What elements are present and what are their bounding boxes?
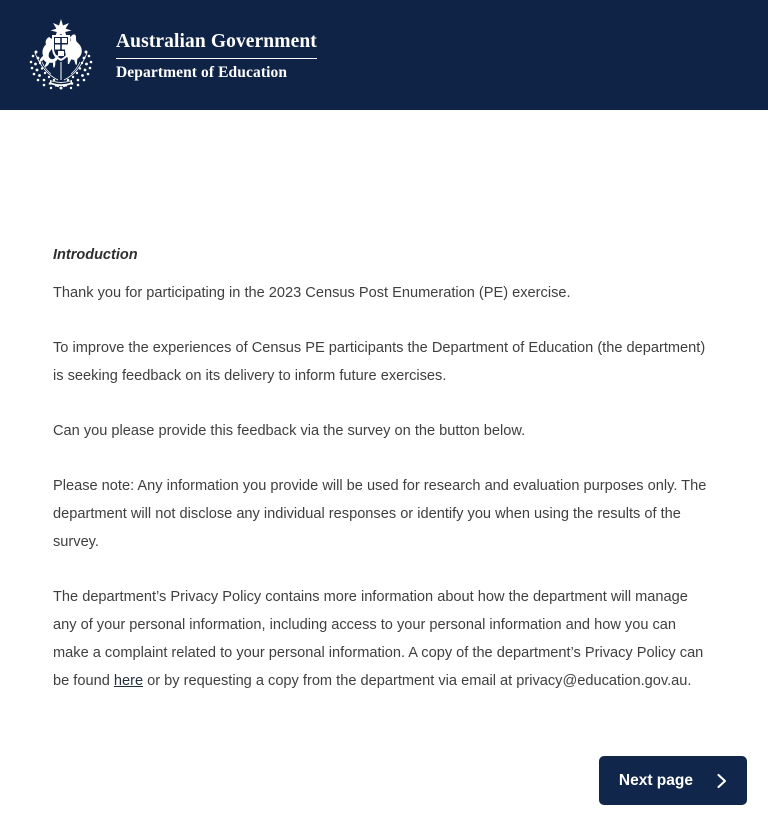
paragraph-provide-feedback: Can you please provide this feedback via the survey on the button below. — [53, 422, 526, 439]
site-header — [0, 0, 768, 110]
privacy-policy-link[interactable]: here — [113, 672, 144, 689]
main-content — [0, 245, 768, 695]
chevron-right-icon — [715, 773, 729, 789]
next-page-button[interactable] — [599, 756, 747, 805]
content-inner — [53, 245, 713, 695]
next-page-button-label: Next page — [618, 771, 693, 789]
australian-coat-of-arms-icon — [22, 18, 100, 92]
paragraph-privacy-policy — [53, 583, 713, 695]
paragraph-improve-experiences: To improve the experiences of Census PE participants the Department of Education (the department) is seeking feedback on its delivery to inform future exercises. — [53, 339, 706, 384]
paragraph-please-note: Please note: Any information you provide will be used for research and evaluation purposes only. The department will not disclose any individual responses or identify you when using the results of the survey. — [53, 477, 707, 550]
paragraph-thank-you: Thank you for participating in the 2023 Census Post Enumeration (PE) exercise. — [53, 284, 571, 301]
brand-lockup — [22, 18, 317, 92]
brand-divider — [116, 58, 317, 59]
footer-actions — [0, 756, 768, 805]
brand-department-of-education: Department of Education — [116, 64, 288, 81]
brand-text — [116, 28, 317, 83]
privacy-text-before-link: The department’s Privacy Policy contains more information about how the department will manage any of your personal information, including access to your personal information and how you can make a complaint related to your personal information. A copy of the department’s Privacy Policy can be found — [53, 588, 704, 689]
page-title: Introduction — [53, 247, 138, 263]
privacy-text-after-link: or by requesting a copy from the department via email at privacy@education.gov.au. — [143, 672, 692, 689]
brand-australian-government: Australian Government — [116, 30, 317, 52]
